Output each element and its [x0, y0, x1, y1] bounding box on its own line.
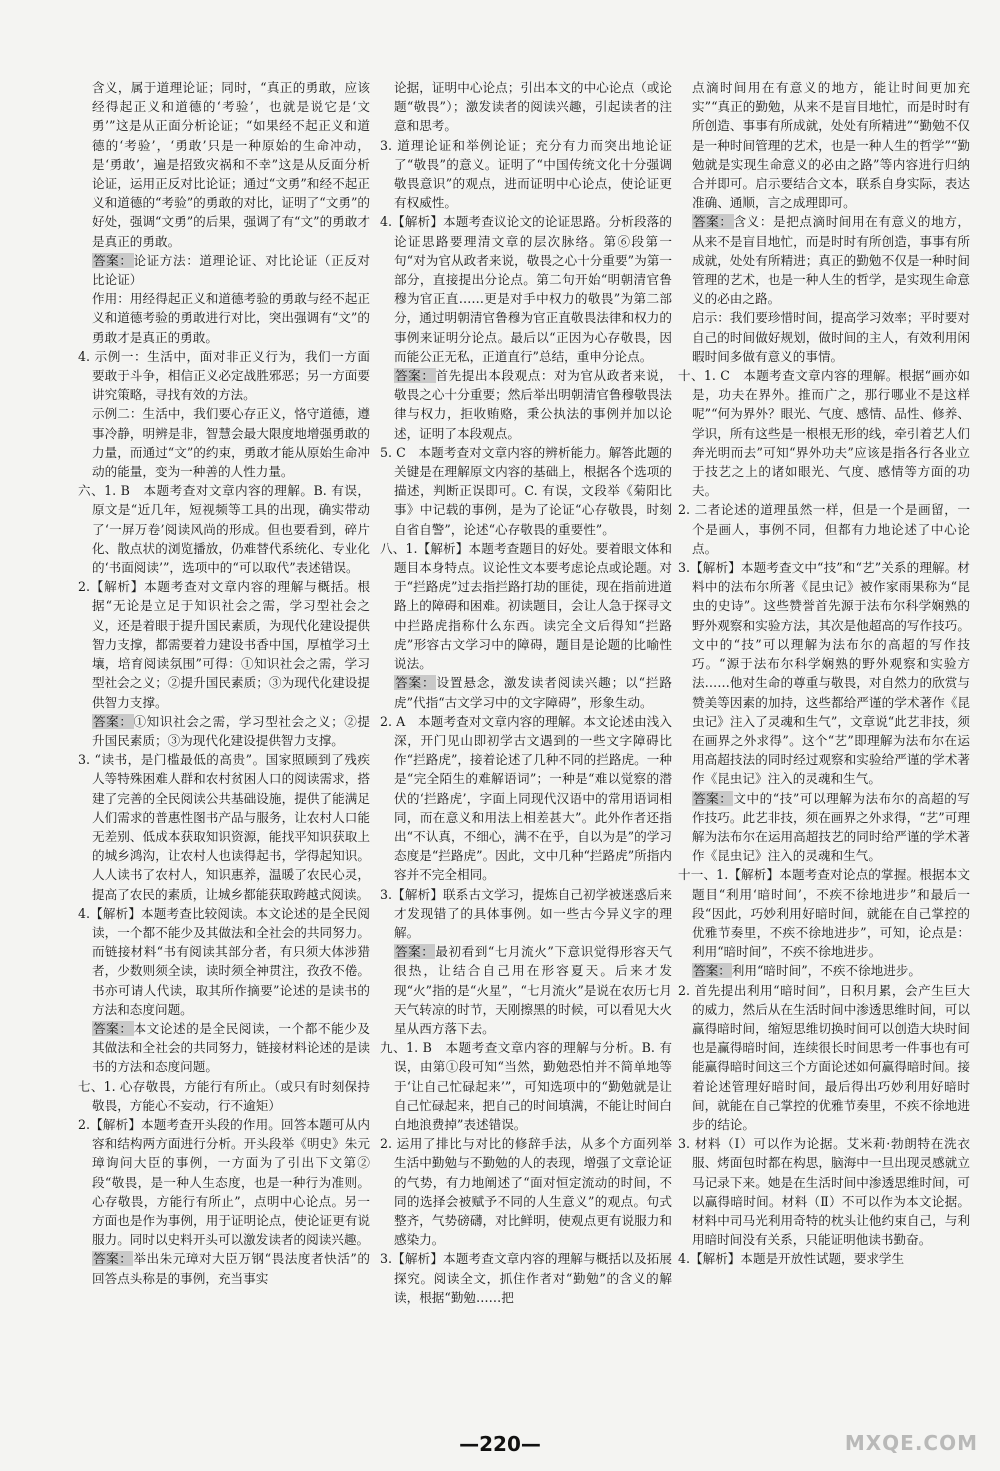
answer-text: 3. 材料（Ⅰ）可以作为论据。艾米莉·勃朗特在洗衣服、烤面包时都在构思，脑海中一旦出现灵感就立马记录下来。她是在生活时间中渗透思维时间，可以赢得暗时间。材料（Ⅱ）不可以作为本文论据。材料中司马光利用奇特的枕头让他约束自己，与利用暗时间没有关系，只能证明他读书勤奋。 [678, 1136, 970, 1248]
answer-paragraph [380, 1134, 672, 1249]
answer-label: 答案： [395, 675, 436, 691]
answer-paragraph [678, 1134, 970, 1249]
answer-label: 答案： [395, 944, 435, 960]
answer-text: 作用：用经得起正义和道德考验的勇敢与经不起正义和道德考验的勇敢进行对比，突出强调有“文”的勇敢才是真正的勇敢。 [92, 291, 370, 345]
answer-paragraph [678, 1249, 970, 1268]
answer-key-page [40, 78, 970, 1433]
answer-label: 答案： [93, 1020, 133, 1036]
answer-paragraph [78, 904, 370, 1019]
answer-paragraph [678, 865, 970, 961]
answer-text: 文中的“技”可以理解为法布尔的高超的写作技巧。此艺非技，须在画界之外求得，“艺”可理解为法布尔在运用高超技艺的同时给严谨的学术著作《昆虫记》注入的灵魂和生气。 [692, 790, 970, 864]
page-number: —220— [459, 1432, 541, 1456]
answer-label: 答案： [93, 252, 133, 268]
answer-text: 2.【解析】本题考查对文章内容的理解与概括。根据“无论是立足于知识社会之需，学习型社会之义，还是着眼于提升国民素质，为现代化建设提供智力支撑，都需要着力建设书香中国，厚植学习土壤，培育阅读氛围”可得：①知识社会之需，学习型社会之义；②提升国民素质；③为现代化建设提供智力支撑。 [78, 579, 370, 710]
answer-paragraph [78, 577, 370, 711]
answer-label: 答案： [693, 790, 733, 806]
answer-paragraph [78, 289, 370, 347]
answer-text: 2. 首先提出利用“暗时间”，日积月累，会产生巨大的威力，然后从在生活时间中渗透思维时间，可以赢得暗时间，缩短思维切换时间可以创造大块时间也是赢得暗时间，连续很长时间思考一件事也有可能赢得暗时间这三个方面论述如何赢得暗时间。接着论述管理好暗时间，最后得出巧妙利用好暗时间，就能在自己掌控的优雅节奏里，不疾不徐地进步的结论。 [678, 982, 970, 1132]
answer-text: 4.【解析】本题是开放性试题，要求学生 [678, 1251, 905, 1267]
answer-text: 3. “读书，是门槛最低的高贵”。国家照顾到了残疾人等特殊困难人群和农村贫困人口的阅读需求，搭建了完善的全民阅读公共基础设施，提供了能满足人们需求的普惠性图书产品与服务，让农村人口能无差别、低成本获取知识资源，能找平知识获取上的城乡鸿沟，让农村人也读得起书，学得起知识。人人读书了农村人，知识惠养，温暖了农民心灵，提高了农民的素质，让城乡都能获取跨越式阅读。 [78, 752, 370, 902]
answer-text: 含义：是把点滴时间用在有意义的地方，从来不是盲目地忙，而是时时有所创造，事事有所成就，处处有所精进；真正的勤勉不仅是一种时间管理的艺术，也是一种人生的哲学，是实现生命意义的必由之路。 [692, 214, 971, 307]
answer-paragraph [78, 404, 370, 481]
answer-paragraph [380, 1249, 672, 1307]
answer-text: 2.【解析】本题考查开头段的作用。回答本题可从内容和结构两方面进行分析。开头段举《明史》朱元璋询问大臣的事例，一方面为了引出下文第②段“敬畏，是一种人生态度，也是一种行为准则。心存敬畏，方能行有所止”，点明中心论点。另一方面也是作为事例，用于证明论点，使论证更有说服力。同时以史料开头可以激发读者的阅读兴趣。 [78, 1116, 370, 1248]
answer-label: 答案： [93, 1251, 133, 1267]
answer-text: 2. 二者论述的道理虽然一样，但是一个是画留，一个是画人，事例不同，但都有力地论述了中心论点。 [678, 502, 970, 556]
answer-paragraph [380, 78, 672, 136]
answer-paragraph [380, 136, 672, 213]
answer-text: 首先提出本段观点：对为官从政者来说，敬畏之心十分重要；然后举出明朝清官鲁穆敬畏法律与权力，拒收贿赂，秉公执法的事例并加以论述，证明了本段观点。 [394, 368, 673, 441]
answer-paragraph [78, 712, 370, 750]
answer-paragraph [380, 366, 672, 443]
answer-text: 3.【解析】联系古文学习，提炼自己初学被迷惑后来才发现错了的具体事例。如一些古今异义字的理解。 [380, 886, 672, 940]
answer-paragraph [380, 885, 672, 943]
answer-text: 2. A 本题考查对文章内容的理解。本文论述由浅入深，开门见山即初学古文遇到的一些文字障碍比作“拦路虎”，接着论述了几种不同的拦路虎。一种是“完全陌生的难解语词”；一种是“难以觉察的潜伏的‘拦路虎’，字面上同现代汉语中的常用语词相同，而在意义和用法上相差甚大”。此外作者还指出“不认真，不细心，满不在乎，自以为是”的学习态度是“拦路虎”。因此，文中几种“拦路虎”所指内容并不完全相同。 [380, 713, 672, 883]
answer-text: 示例二：生活中，我们要心存正义，恪守道德，遵事冷静，明辨是非，智慧会最大限度地增强勇敢的力量，而通过“文”的约束，勇敢才能从原始生命冲动的能量，变为一种善的人性力量。 [92, 406, 370, 480]
answer-paragraph [78, 481, 370, 577]
answer-paragraph [678, 500, 970, 558]
answer-paragraph [380, 539, 672, 673]
answer-label: 答案： [693, 214, 733, 230]
answer-text: 含义，属于道理论证；同时，“真正的勇敢，应该经得起正义和道德的‘考验’，也就是说它是‘文勇’”这是从正面分析论证；“如果经不起正义和道德的‘考验’，‘勇敢’只是一种原始的生命冲动，是‘勇敢’，遍是招致灾祸和不幸”这是从反面分析论证，运用正反对比论证；通过“文勇”和经不起正义和道德的“考验”的勇敢的对比，证明了“文勇”的好处，强调“文勇”的后果，强调了有“文”的勇敢才是真正的勇敢。 [92, 80, 370, 249]
answer-text: 4.【解析】本题考查比较阅读。本文论述的是全民阅读，一个都不能少及其做法和全社会的共同努力。而链接材料“书有阅读其部分者，有只须大体涉猎者，少数则须全读，读时须全神贯注，孜孜不倦。书亦可请人代读，取其所作摘要”论述的是读书的方法和态度问题。 [78, 905, 370, 1017]
answer-text: 十一、1.【解析】本题考查对论点的掌握。根据本文题目“利用‘暗时间’，不疾不徐地进步”和最后一段“因此，巧妙利用好暗时间，就能在自己掌控的优雅节奏里，不疾不徐地进步”，可知，论点是：利用“暗时间”，不疾不徐地进步。 [678, 867, 970, 960]
answer-text: 本文论述的是全民阅读，一个都不能少及其做法和全社会的共同努力，链接材料论述的是读书的方法和态度问题。 [92, 1020, 371, 1075]
answer-label: 答案： [693, 963, 731, 979]
answer-text: 十、1. C 本题考查文章内容的理解。根据“画亦如是，功夫在界外。推而广之，那行哪业不是这样呢”“何为界外？眼光、气度、感情、品性、修养、学识，所有这些是一根根无形的线，牵引着艺人们奔光明而去”可知“界外功夫”应该是指各行各业立于技艺之上的诸如眼光、气度、感情等方面的功夫。 [678, 368, 970, 499]
answer-paragraph [678, 961, 970, 980]
answer-text: 4. 示例一：生活中，面对非正义行为，我们一方面要敢于斗争，相信正义必定战胜邪恶；另一方面要讲究策略，寻找有效的方法。 [78, 348, 370, 403]
site-watermark-logo [808, 1395, 978, 1455]
answer-paragraph [380, 443, 672, 539]
answer-text: 论据，证明中心论点；引出本文的中心论点（或论题“敬畏”）；激发读者的阅读兴趣，引起读者的注意和思考。 [394, 80, 672, 134]
answer-paragraph [78, 1115, 370, 1249]
answer-text: 八、1.【解析】本题考查题目的好处。要着眼文体和题目本身特点。议论性文本要考虑论点或论题。对于“拦路虎”过去指拦路打劫的匪徒，现在指前进道路上的障碍和困难。初读题目，会让人急于探寻文中拦路虎指称什么东西。读完全文后得知“拦路虎”形容古文学习中的障碍，题目是论题的比喻性说法。 [380, 540, 672, 672]
answer-text: ①知识社会之需，学习型社会之义；②提升国民素质；③为现代化建设提供智力支撑。 [92, 713, 371, 748]
answer-text: 启示：我们要珍惜时间，提高学习效率；平时要对自己的时间做好规划，做时间的主人，有效利用闲暇时间多做有意义的事情。 [692, 310, 970, 364]
answer-paragraph [380, 673, 672, 711]
answer-paragraph [678, 789, 970, 866]
answer-paragraph [78, 78, 370, 251]
watermark-text: MXQE.COM [844, 1431, 978, 1455]
answer-text: 3.【解析】本题考查文中“技”和“艺”关系的理解。材料中的法布尔所著《昆虫记》被作家雨果称为“昆虫的史诗”。这些赞誉首先源于法布尔科学娴熟的野外观察和实验方法，其次是他超高的写作技巧。文中的“技”可以理解为法布尔的高超的写作技巧。“源于法布尔科学娴熟的野外观察和实验方法……他对生命的尊重与敬畏，对自然力的欣赏与赞美等因素的加持，这些都给严谨的学术著作《昆虫记》注入了灵魂和生气”，文章说“此艺非技，须在画界之外求得”。这个“艺”即理解为法布尔在运用高超技法的同时经过观察和实验给严谨的学术著作《昆虫记》注入的灵魂和生气。 [678, 560, 970, 787]
answer-text: 5. C 本题考查对文章内容的辨析能力。解答此题的关键是在理解原文内容的基础上，根据各个选项的描述，判断正误即可。C. 有误，文段举《菊阳比事》中记载的事例，是为了论证“心存敬畏，时刻自省自警”，论述“心存敬畏的重要性”。 [380, 444, 672, 537]
answer-label: 答案： [93, 713, 133, 729]
answer-text: 六、1. B 本题考查对文章内容的理解。B. 有误，原文是“近几年，短视频等工具的出现，确实带动了‘一屏万卷’阅读风尚的形成。但也要看到，碎片化、散点状的浏览播放，仍难替代系统化、专业化的‘书面阅读’”，选项中的“可以取代”表述错误。 [78, 483, 370, 576]
answer-paragraph [78, 750, 370, 904]
answer-text: 2. 运用了排比与对比的修辞手法，从多个方面列举生活中勤勉与不勤勉的人的表现，增强了文章论证的气势，有力地阐述了“面对恒定流动的时间，不同的选择会被赋予不同的人生意义”的观点。句式整齐，气势磅礴，对比鲜明，使观点更有说服力和感染力。 [380, 1136, 672, 1248]
answer-paragraph [380, 712, 672, 885]
answer-paragraph [78, 1249, 370, 1287]
answer-text: 点滴时间用在有意义的地方，能让时间更加充实”“真正的勤勉，从来不是盲目地忙，而是时时有所创造、事事有所成就，处处有所精进”“勤勉不仅是一种时间管理的艺术，也是一种人生的哲学”“勤勉就是实现生命意义的必由之路”等内容进行归纳合并即可。启示要结合文本，联系自身实际，表达准确、通顺，言之成理即可。 [692, 80, 970, 211]
answer-paragraph [678, 558, 970, 788]
answer-paragraph [380, 212, 672, 366]
answer-text: 利用“暗时间”，不疾不徐地进步。 [731, 963, 921, 979]
answer-label: 答案： [395, 368, 435, 384]
answer-text: 3. 道理论证和举例论证；充分有力而突出地论证了“敬畏”的意义。证明了“中国传统文化十分强调敬畏意识”的观点，进而证明中心论点，使论证更有权威性。 [380, 137, 672, 211]
answer-paragraph [78, 251, 370, 289]
column-middle [380, 78, 672, 1307]
answer-text: 4.【解析】本题考查议论文的论证思路。分析段落的论证思路要理清文章的层次脉络。第⑥段第一句“对为官从政者来说，敬畏之心十分重要”为第一部分，直接提出分论点。第二句开始“明朝清官鲁穆为官正直……更是对手中权力的敬畏”为第二部分，通过明朝清官鲁穆为官正直敬畏法律和权力的事例来证明分论点。最后以“正因为心存敬畏，因而能公正无私，正道直行”总结，重申分论点。 [380, 214, 672, 364]
answer-paragraph [78, 347, 370, 405]
answer-paragraph [380, 942, 672, 1038]
answer-text: 九、1. B 本题考查文章内容的理解与分析。B. 有误，由第①段可知“当然，勤勉恐怕并不简单地等于‘让自己忙碌起来’”，可知选项中的“勤勉就是让自己忙碌起来，把自己的时间填满，不能让时间白白地浪费掉”表述错误。 [380, 1040, 672, 1132]
answer-paragraph [678, 212, 970, 308]
column-left [78, 78, 370, 1288]
answer-paragraph [678, 78, 970, 212]
answer-paragraph [380, 1038, 672, 1134]
answer-text: 举出朱元璋对大臣万钢“畏法度者快活”的回答点头称是的事例，充当事实 [92, 1251, 370, 1286]
answer-text: 3.【解析】本题考查文章内容的理解与概括以及拓展探究。阅读全文，抓住作者对“勤勉”的含义的解读，根据“勤勉……把 [380, 1251, 672, 1305]
answer-paragraph [678, 366, 970, 500]
answer-text: 论证方法：道理论证、对比论证（正反对比论证） [92, 252, 371, 288]
answer-paragraph [78, 1019, 370, 1077]
answer-paragraph [678, 981, 970, 1135]
answer-text: 最初看到“七月流火”下意识觉得形容天气很热，让结合自己用在形容夏天。后来才发现“火”指的是“火星”，“七月流火”是说在农历七月天气转凉的时节，天刚擦黑的时候，可以看见大火星从西方落下去。 [394, 944, 672, 1036]
answer-paragraph [78, 1077, 370, 1115]
column-right [678, 78, 970, 1269]
answer-text: 七、1. 心存敬畏，方能行有所止。（或只有时刻保持敬畏，方能心不妄动，行不逾矩） [78, 1078, 370, 1113]
answer-paragraph [678, 308, 970, 366]
answer-text: 设置悬念，激发读者阅读兴趣；以“拦路虎”代指“古文学习中的文字障碍”，形象生动。 [394, 675, 672, 710]
